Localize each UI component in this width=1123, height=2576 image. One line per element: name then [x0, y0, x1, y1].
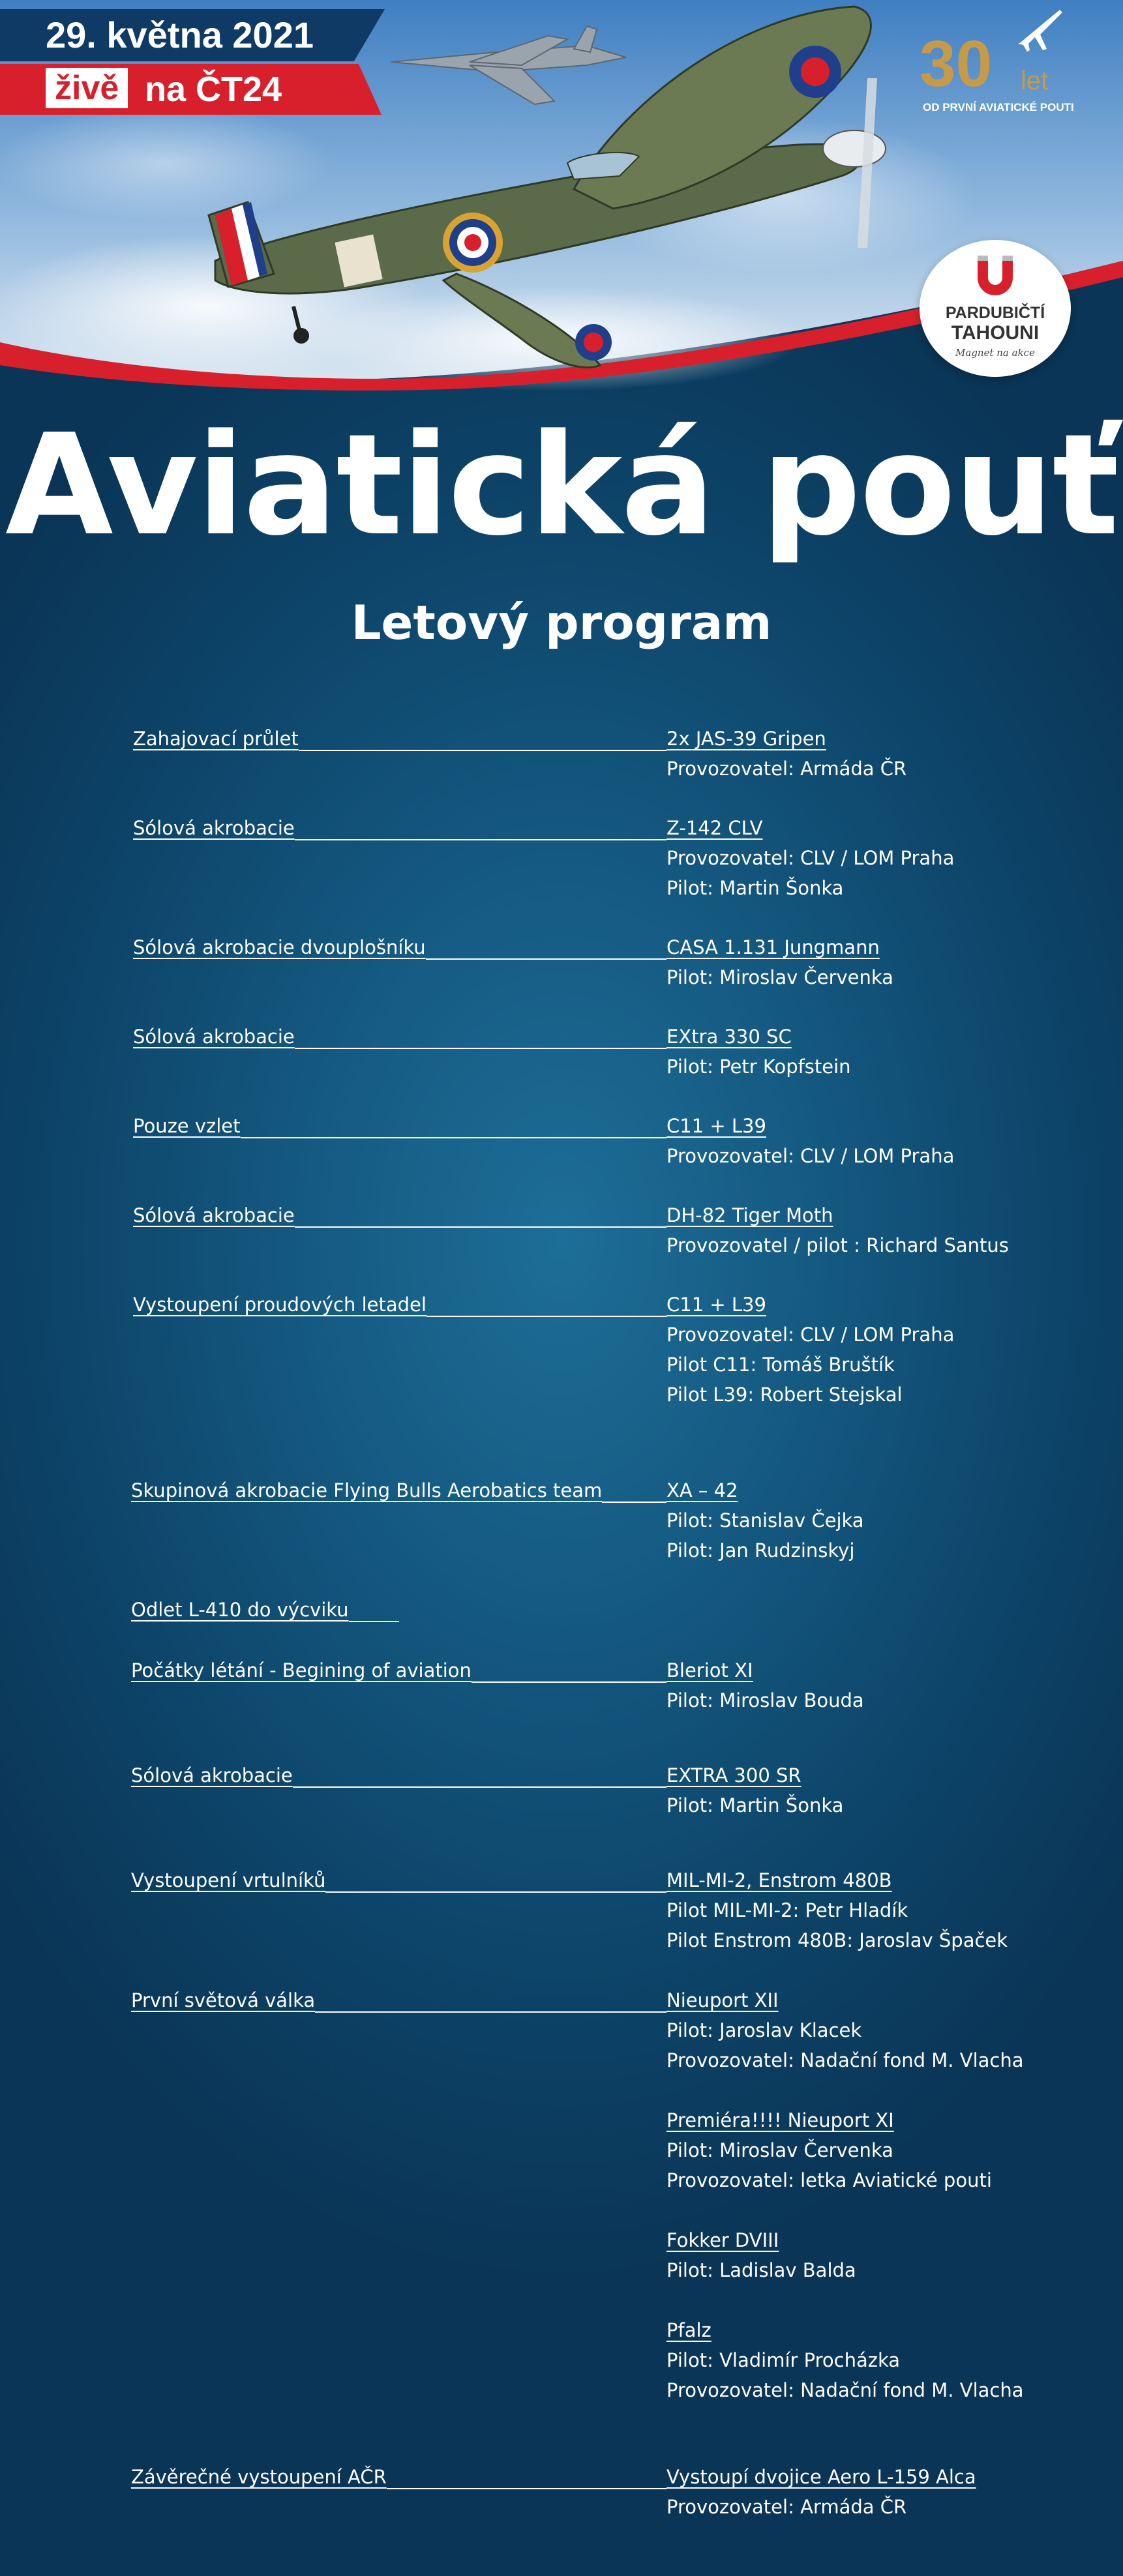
program-act-underline — [295, 1048, 666, 1049]
partner-logo — [920, 240, 1071, 377]
details-line: Pilot: Petr Kopfstein — [666, 1056, 851, 1078]
details-line: Pilot: Martin Šonka — [666, 877, 844, 899]
aircraft-name: C11 + L39 — [666, 1294, 766, 1316]
program-act: Vystoupení proudových letadel — [133, 1294, 427, 1316]
anniversary-number: 30 — [920, 27, 993, 100]
aircraft-name: Premiéra!!!! Nieuport XI — [666, 2109, 894, 2131]
program-act: Počátky létání - Begining of aviation — [131, 1659, 472, 1681]
program-details — [666, 1111, 954, 1171]
program-details — [666, 2462, 976, 2522]
program-details — [666, 1475, 864, 1565]
program-act-underline — [349, 1621, 399, 1622]
partner-slogan: Magnet na akce — [955, 347, 1035, 359]
aircraft-name: DH-82 Tiger Moth — [666, 1204, 833, 1226]
details-line: Pilot: Stanislav Čejka — [666, 1509, 864, 1532]
details-line: Pilot: Jan Rudzinskyj — [666, 1539, 855, 1562]
program-act: Sólová akrobacie — [133, 1204, 295, 1226]
program-details — [666, 1200, 1009, 1260]
aircraft-name: Fokker DVIII — [666, 2229, 779, 2251]
details-line: Pilot L39: Robert Stejskal — [666, 1384, 903, 1406]
aircraft-name: MIL-MI-2, Enstrom 480B — [666, 1869, 892, 1891]
program-act-underline — [426, 958, 666, 960]
details-line: Provozovatel: CLV / LOM Praha — [666, 847, 955, 869]
broadcast-channel: na ČT24 — [145, 70, 282, 109]
program-act-underline — [602, 1502, 666, 1503]
details-line: Pilot: Miroslav Červenka — [666, 966, 893, 988]
program-details — [666, 1022, 851, 1082]
aircraft-name: C11 + L39 — [666, 1115, 766, 1137]
magnet-icon — [974, 254, 1017, 301]
details-line: Provozovatel: CLV / LOM Praha — [666, 1145, 955, 1167]
aircraft-name: EXTRA 300 SR — [666, 1764, 801, 1786]
program-act-underline — [427, 1316, 666, 1317]
details-line: Provozovatel / pilot : Richard Santus — [666, 1234, 1009, 1256]
details-line: Provozovatel: Armáda ČR — [666, 2496, 907, 2518]
program-act-underline — [472, 1681, 666, 1683]
aircraft-name: Z-142 CLV — [666, 817, 763, 839]
live-label: živě — [46, 68, 128, 108]
program-details — [666, 1985, 1024, 2405]
aircraft-name: Nieuport XII — [666, 1989, 779, 2011]
details-spacer — [666, 2075, 1024, 2105]
program-act-underline — [325, 1891, 666, 1893]
partner-name-line2: TAHOUNI — [951, 322, 1040, 344]
plane-icon — [1014, 3, 1066, 55]
details-line: Pilot: Vladimír Procházka — [666, 2349, 901, 2371]
program-details — [666, 1655, 864, 1715]
program-act-underline — [299, 750, 666, 751]
program-details — [666, 1760, 843, 1820]
program-act: První světová válka — [131, 1989, 316, 2011]
header-banner — [0, 0, 1123, 404]
aircraft-name: Vystoupí dvojice Aero L-159 Alca — [666, 2466, 976, 2488]
program-act-underline — [241, 1137, 666, 1138]
program-details — [666, 1865, 1008, 1955]
program-act-underline — [295, 1226, 666, 1228]
aircraft-name: Pfalz — [666, 2319, 711, 2341]
program-details — [666, 932, 893, 992]
program-act: Zahajovací průlet — [133, 728, 299, 750]
details-spacer — [666, 2195, 1024, 2225]
program-act: Skupinová akrobacie Flying Bulls Aerobatics team — [131, 1479, 603, 1502]
program-act: Závěrečné vystoupení AČR — [131, 2466, 387, 2488]
anniversary-subtitle: OD PRVNÍ AVIATICKÉ POUTI — [923, 101, 1074, 113]
details-line: Pilot: Jaroslav Klacek — [666, 2019, 862, 2041]
aircraft-name: EXtra 330 SC — [666, 1026, 792, 1048]
program-act-underline — [295, 839, 666, 840]
program-act-underline — [387, 2488, 666, 2489]
program-details — [666, 813, 954, 903]
details-line: Pilot: Miroslav Červenka — [666, 2139, 893, 2161]
details-line: Provozovatel: CLV / LOM Praha — [666, 1324, 955, 1346]
anniversary-unit: let — [1021, 67, 1049, 95]
details-line: Provozovatel: Nadační fond M. Vlacha — [666, 2049, 1024, 2071]
program-act: Vystoupení vrtulníků — [131, 1869, 326, 1891]
aircraft-name: Bleriot XI — [666, 1659, 753, 1681]
details-line: Provozovatel: letka Aviatické pouti — [666, 2169, 992, 2191]
details-line: Pilot: Martin Šonka — [666, 1794, 844, 1816]
broadcast-date: 29. května 2021 — [46, 14, 314, 55]
program-act: Sólová akrobacie — [133, 817, 295, 839]
program-act: Sólová akrobacie — [131, 1764, 293, 1786]
details-line: Pilot MIL-MI-2: Petr Hladík — [666, 1899, 908, 1921]
details-line: Provozovatel: Armáda ČR — [666, 758, 907, 780]
program-act: Pouze vzlet — [133, 1115, 241, 1137]
aircraft-name: XA – 42 — [666, 1479, 738, 1502]
anniversary-logo — [916, 7, 1073, 117]
program-details — [666, 1290, 954, 1410]
details-line: Provozovatel: Nadační fond M. Vlacha — [666, 2379, 1024, 2401]
page-subtitle: Letový program — [351, 595, 772, 650]
partner-name-line1: PARDUBIČTÍ — [945, 304, 1045, 322]
details-line: Pilot: Miroslav Bouda — [666, 1689, 864, 1711]
aircraft-name: 2x JAS-39 Gripen — [666, 728, 826, 750]
program-act-underline — [293, 1786, 666, 1788]
program-act-underline — [315, 2011, 666, 2013]
program-act: Odlet L-410 do výcviku — [131, 1599, 349, 1621]
page-title: Aviatická pouť — [5, 404, 1118, 567]
program-details — [666, 724, 906, 784]
program-act: Sólová akrobacie dvouplošníku — [133, 936, 426, 958]
details-line: Pilot Enstrom 480B: Jaroslav Špaček — [666, 1929, 1008, 1951]
details-line: Pilot: Ladislav Balda — [666, 2259, 856, 2281]
details-line: Pilot C11: Tomáš Bruštík — [666, 1354, 895, 1376]
aircraft-name: CASA 1.131 Jungmann — [666, 936, 880, 958]
details-spacer — [666, 2285, 1024, 2315]
program-act: Sólová akrobacie — [133, 1026, 295, 1048]
